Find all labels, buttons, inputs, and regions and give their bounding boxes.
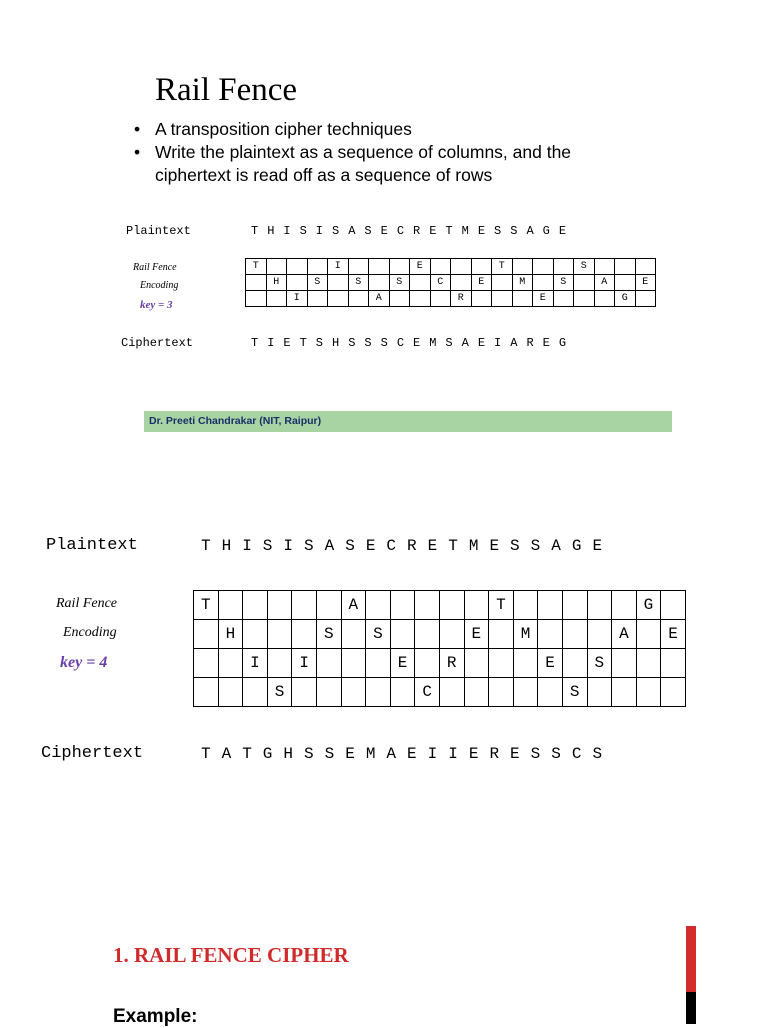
grid-cell (464, 678, 489, 707)
grid-cell (389, 259, 410, 275)
grid-cell (348, 259, 369, 275)
grid-cell (218, 678, 243, 707)
slide1-bullet-list (132, 118, 622, 187)
grid-cell: E (464, 620, 489, 649)
grid-cell (574, 291, 595, 307)
grid-cell (292, 591, 317, 620)
grid-cell (489, 678, 514, 707)
grid-cell (292, 620, 317, 649)
grid-cell (410, 275, 431, 291)
grid-cell (553, 291, 574, 307)
grid-cell (243, 620, 268, 649)
grid-cell (267, 620, 292, 649)
grid-cell (635, 259, 656, 275)
grid-cell: E (661, 620, 686, 649)
grid-cell: S (389, 275, 410, 291)
grid-cell (316, 678, 341, 707)
grid-cell: A (341, 591, 366, 620)
grid-cell (636, 620, 661, 649)
slide1-title: Rail Fence (155, 72, 298, 108)
grid-cell (661, 678, 686, 707)
grid-cell: E (538, 649, 563, 678)
grid-cell (492, 275, 513, 291)
grid-cell (292, 678, 317, 707)
grid-cell: I (328, 259, 349, 275)
grid-cell (636, 649, 661, 678)
grid-cell (390, 591, 415, 620)
grid-cell: C (415, 678, 440, 707)
grid-cell: G (636, 591, 661, 620)
grid-cell (533, 259, 554, 275)
grid-row (194, 620, 686, 649)
grid-cell (471, 259, 492, 275)
grid-cell (410, 291, 431, 307)
grid-cell (243, 591, 268, 620)
grid-cell (218, 649, 243, 678)
grid-cell (194, 678, 219, 707)
slide2-key-label: key = 4 (60, 654, 108, 671)
slide3-section-title: 1. RAIL FENCE CIPHER (113, 943, 349, 967)
grid-cell (328, 291, 349, 307)
slide2-rail-grid (193, 590, 686, 707)
grid-cell (246, 275, 267, 291)
grid-cell (661, 649, 686, 678)
slide1-ciphertext-value: T I E T S H S S S C E M S A E I A R E G (251, 336, 567, 350)
grid-row (246, 259, 656, 275)
grid-cell: M (512, 275, 533, 291)
grid-row (194, 649, 686, 678)
grid-cell (512, 259, 533, 275)
grid-cell: A (594, 275, 615, 291)
grid-cell: S (307, 275, 328, 291)
grid-cell (553, 259, 574, 275)
slide2-encoding-label: Encoding (63, 625, 117, 640)
grid-cell (661, 591, 686, 620)
grid-cell (390, 678, 415, 707)
grid-cell (538, 620, 563, 649)
grid-cell (594, 259, 615, 275)
grid-cell: I (243, 649, 268, 678)
grid-cell (267, 591, 292, 620)
grid-row (194, 591, 686, 620)
slide1-plaintext-value: T H I S I S A S E C R E T M E S S A G E (251, 224, 567, 238)
grid-cell (587, 591, 612, 620)
grid-cell: S (574, 259, 595, 275)
grid-cell (389, 291, 410, 307)
grid-cell (266, 291, 287, 307)
grid-cell: S (587, 649, 612, 678)
slide1-plaintext-label: Plaintext (126, 224, 191, 238)
slide1-footer-text: Dr. Preeti Chandrakar (NIT, Raipur) (149, 415, 322, 427)
grid-cell (287, 259, 308, 275)
grid-cell (369, 259, 390, 275)
grid-cell (194, 649, 219, 678)
grid-cell: G (615, 291, 636, 307)
grid-cell (415, 649, 440, 678)
slide1-rail-fence-label: Rail Fence (133, 262, 177, 273)
slide2-plaintext-value: T H I S I S A S E C R E T M E S S A G E (201, 537, 603, 555)
grid-cell: S (348, 275, 369, 291)
bullet-item: • A transposition cipher techniques (132, 118, 622, 141)
grid-cell: E (533, 291, 554, 307)
accent-bar-red (686, 926, 696, 992)
grid-row (246, 291, 656, 307)
grid-cell (430, 259, 451, 275)
grid-cell (471, 291, 492, 307)
grid-cell (194, 620, 219, 649)
grid-cell (307, 259, 328, 275)
grid-cell (538, 591, 563, 620)
grid-cell (430, 291, 451, 307)
slide1-key-label: key = 3 (140, 299, 173, 311)
grid-cell (512, 291, 533, 307)
grid-cell (390, 620, 415, 649)
grid-cell (307, 291, 328, 307)
grid-cell (366, 678, 391, 707)
grid-cell (464, 591, 489, 620)
slide1-footer-bar (144, 411, 672, 432)
grid-cell (316, 591, 341, 620)
grid-cell (218, 591, 243, 620)
grid-cell (341, 649, 366, 678)
slide2-rail-fence-label: Rail Fence (56, 596, 118, 611)
grid-cell (246, 291, 267, 307)
grid-cell: A (369, 291, 390, 307)
grid-cell (513, 649, 538, 678)
grid-cell (489, 620, 514, 649)
grid-cell: E (471, 275, 492, 291)
bullet-item: • Write the plaintext as a sequence of columns, and the ciphertext is read off as a sequence of rows (132, 141, 622, 187)
grid-cell (439, 591, 464, 620)
grid-cell (439, 678, 464, 707)
grid-cell (513, 678, 538, 707)
grid-cell (489, 649, 514, 678)
grid-cell (562, 620, 587, 649)
grid-cell (267, 649, 292, 678)
grid-cell (439, 620, 464, 649)
grid-cell (594, 291, 615, 307)
grid-cell: R (451, 291, 472, 307)
slide2-ciphertext-label: Ciphertext (41, 744, 144, 763)
grid-cell (366, 649, 391, 678)
grid-cell (415, 620, 440, 649)
grid-cell: S (553, 275, 574, 291)
grid-cell: S (316, 620, 341, 649)
accent-bar-black (686, 992, 696, 1024)
grid-cell (612, 678, 637, 707)
grid-cell (328, 275, 349, 291)
grid-cell (635, 291, 656, 307)
grid-cell: S (366, 620, 391, 649)
grid-cell: I (287, 291, 308, 307)
grid-cell (492, 291, 513, 307)
grid-cell (562, 649, 587, 678)
grid-cell: I (292, 649, 317, 678)
grid-cell: T (492, 259, 513, 275)
grid-cell: E (410, 259, 431, 275)
grid-cell (341, 678, 366, 707)
grid-cell (513, 591, 538, 620)
grid-cell (612, 591, 637, 620)
grid-cell (341, 620, 366, 649)
slide2-plaintext-label: Plaintext (46, 536, 138, 555)
grid-cell (615, 275, 636, 291)
grid-cell (348, 291, 369, 307)
grid-row (194, 678, 686, 707)
grid-cell (562, 591, 587, 620)
grid-cell (369, 275, 390, 291)
grid-cell (587, 678, 612, 707)
grid-cell (538, 678, 563, 707)
grid-cell (415, 591, 440, 620)
grid-cell (574, 275, 595, 291)
grid-cell (316, 649, 341, 678)
grid-cell: A (612, 620, 637, 649)
grid-cell: T (489, 591, 514, 620)
slide1-encoding-label: Encoding (140, 280, 179, 291)
grid-cell: E (390, 649, 415, 678)
grid-cell: S (267, 678, 292, 707)
grid-cell (533, 275, 554, 291)
grid-cell (451, 275, 472, 291)
grid-cell: E (635, 275, 656, 291)
grid-cell (612, 649, 637, 678)
slide1-ciphertext-label: Ciphertext (121, 336, 194, 350)
grid-cell: R (439, 649, 464, 678)
grid-cell: T (246, 259, 267, 275)
grid-cell: S (562, 678, 587, 707)
slide3-example-label: Example: (113, 1006, 198, 1027)
grid-cell (366, 591, 391, 620)
grid-cell (451, 259, 472, 275)
grid-cell: C (430, 275, 451, 291)
grid-cell (243, 678, 268, 707)
grid-cell (636, 678, 661, 707)
grid-cell: M (513, 620, 538, 649)
grid-cell (587, 620, 612, 649)
slide1-rail-grid (245, 258, 656, 307)
grid-cell (287, 275, 308, 291)
grid-cell: T (194, 591, 219, 620)
grid-cell (464, 649, 489, 678)
grid-cell (615, 259, 636, 275)
slide2-ciphertext-value: T A T G H S S E M A E I I E R E S S C S (201, 745, 603, 763)
grid-cell (266, 259, 287, 275)
grid-cell: H (266, 275, 287, 291)
grid-row (246, 275, 656, 291)
grid-cell: H (218, 620, 243, 649)
